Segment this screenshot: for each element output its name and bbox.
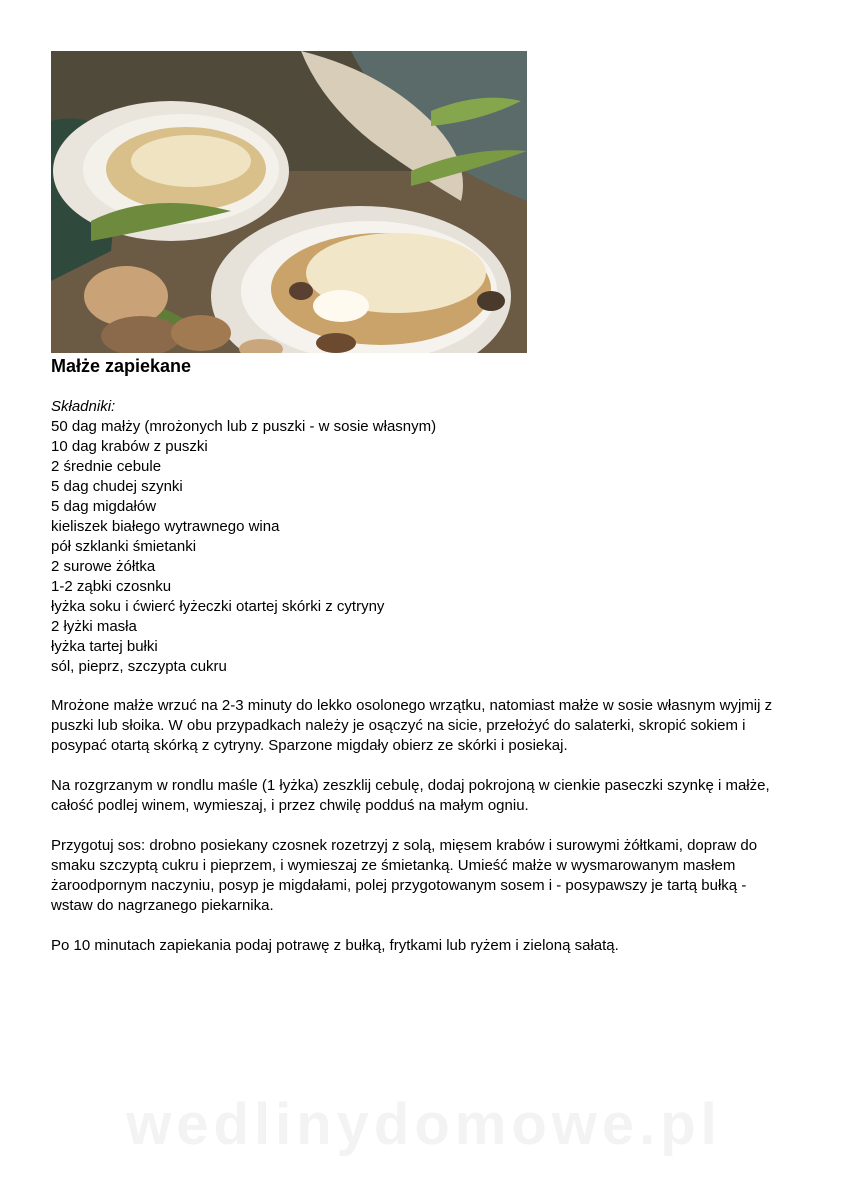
ingredient-item: kieliszek białego wytrawnego wina: [51, 518, 280, 535]
recipe-photo: [51, 51, 527, 353]
preparation-steps: [51, 696, 791, 976]
step-paragraph: Mrożone małże wrzuć na 2-3 minuty do lekko osolonego wrzątku, natomiast małże w sosie własnym wyjmij z puszki lub słoika. W obu przypadkach należy je osączyć na sicie, przełożyć do salaterki, skropić sokiem i posypać otartą skórką z cytryny. Sparzone migdały obierz ze skórki i posiekaj.: [51, 697, 773, 754]
ingredient-item: 5 dag chudej szynki: [51, 478, 183, 495]
ingredients-label: Składniki:: [51, 398, 116, 415]
ingredient-item: 2 surowe żółtka: [51, 558, 156, 575]
site-watermark: wedlinydomowe.pl: [126, 1092, 722, 1157]
ingredient-item: pół szklanki śmietanki: [51, 538, 197, 555]
step-paragraph: Po 10 minutach zapiekania podaj potrawę z bułką, frytkami lub ryżem i zieloną sałatą.: [51, 937, 619, 954]
step-paragraph: Na rozgrzanym w rondlu maśle (1 łyżka) zeszklij cebulę, dodaj pokrojoną w cienkie paseczki szynkę i małże, całość podlej winem, wymieszaj, i przez chwilę podduś na małym ogniu.: [51, 777, 770, 814]
recipe-title: Małże zapiekane: [51, 356, 192, 376]
ingredient-item: 2 łyżki masła: [51, 618, 137, 635]
ingredient-item: sól, pieprz, szczypta cukru: [51, 658, 227, 675]
ingredient-item: 10 dag krabów z puszki: [51, 438, 208, 455]
ingredient-item: łyżka soku i ćwierć łyżeczki otartej skórki z cytryny: [51, 598, 385, 615]
ingredient-item: łyżka tartej bułki: [51, 638, 158, 655]
ingredient-item: 50 dag małży (mrożonych lub z puszki - w sosie własnym): [51, 418, 437, 435]
ingredients-section: [51, 397, 791, 677]
ingredient-item: 5 dag migdałów: [51, 498, 157, 515]
ingredient-item: 2 średnie cebule: [51, 458, 162, 475]
ingredients-list: [51, 417, 791, 677]
step-paragraph: Przygotuj sos: drobno posiekany czosnek rozetrzyj z solą, mięsem krabów i surowymi żółtkami, dopraw do smaku szczyptą cukru i pieprzem, i wymieszaj ze śmietanką. Umieść małże w wysmarowanym masłem żaroodpornym naczyniu, posyp je migdałami, polej przygotowanym sosem i - posypawszy je tartą bułką - wstaw do nagrzanego piekarnika.: [51, 837, 758, 914]
ingredient-item: 1-2 ząbki czosnku: [51, 578, 172, 595]
